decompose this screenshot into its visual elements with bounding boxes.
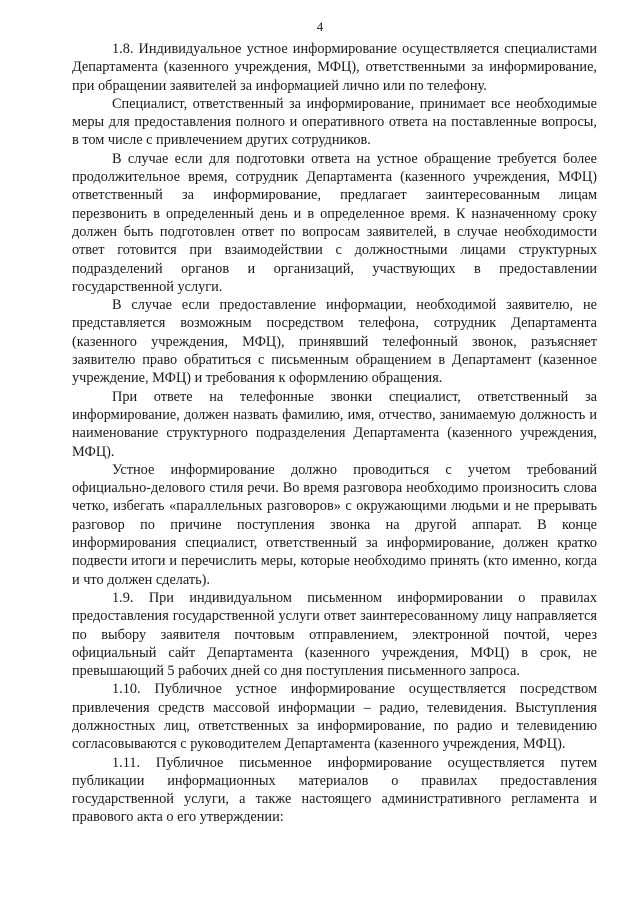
- paragraph-callback: В случае если для подготовки ответа на устное обращение требуется более продолжительное время, сотрудник Департамента (казенного учреждения, МФЦ) ответственный за информирование, предлагает заинтересованным лицам перезвонить в определенный день и в определенное время. К назначенному сроку должен быть подготовлен ответ по вопросам заявителей, в случае необходимости ответ готовится при взаимодействии с должностными лицами структурных подразделений органов и организаций, участвующих в предоставлении государственной услуги.: [72, 150, 597, 295]
- page-number: 4: [316, 19, 324, 34]
- paragraph-phone-answer: При ответе на телефонные звонки специалист, ответственный за информирование, должен назвать фамилию, имя, отчество, занимаемую должность и наименование структурного подразделения Департамента (казенного учреждения, МФЦ).: [72, 388, 597, 460]
- document-body: [72, 40, 597, 827]
- paragraph-written-appeal: В случае если предоставление информации, необходимой заявителю, не представляется возможным посредством телефона, сотрудник Департамента (казенного учреждения, МФЦ), принявший телефонный звонок, разъясняет заявителю право обратиться с письменным обращением в Департамент (казенное учреждение, МФЦ) и требования к оформлению обращения.: [72, 297, 597, 387]
- paragraph-speech-style: Устное информирование должно проводиться с учетом требований официально-делового стиля речи. Во время разговора необходимо произносить слова четко, избегать «параллельных разговоров» с окружающими людьми и не прерывать разговор по причине поступления звонка на другой аппарат. В конце информирования специалист, ответственный за информирование, должен кратко подвести итоги и перечислить меры, которые необходимо принять (кто именно, когда и что должен сделать).: [72, 461, 597, 588]
- paragraph-1-11: 1.11. Публичное письменное информирование осуществляется путем публикации информационных материалов о правилах предоставления государственной услуги, а также настоящего административного регламента и правового акта о его утверждении:: [72, 754, 597, 826]
- paragraph-1-10: 1.10. Публичное устное информирование осуществляется посредством привлечения средств массовой информации – радио, телевидения. Выступления должностных лиц, ответственных за информирование, по радио и телевидению согласовываются с руководителем Департамента (казенного учреждения, МФЦ).: [72, 681, 597, 753]
- paragraph-specialist-measures: Специалист, ответственный за информирование, принимает все необходимые меры для предоставления полного и оперативного ответа на поставленные вопросы, в том числе с привлечением других сотрудников.: [72, 95, 597, 149]
- paragraph-1-9: 1.9. При индивидуальном письменном информировании о правилах предоставления государственной услуги ответ заинтересованному лицу направляется по выбору заявителя почтовым отправлением, электронной почтой, через официальный сайт Департамента (казенного учреждения, МФЦ) в срок, не превышающий 5 рабочих дней со дня поступления письменного запроса.: [72, 589, 597, 680]
- paragraph-1-8: 1.8. Индивидуальное устное информирование осуществляется специалистами Департамента (казенного учреждения, МФЦ), ответственными за информирование, при обращении заявителей за информацией лично или по телефону.: [72, 41, 597, 94]
